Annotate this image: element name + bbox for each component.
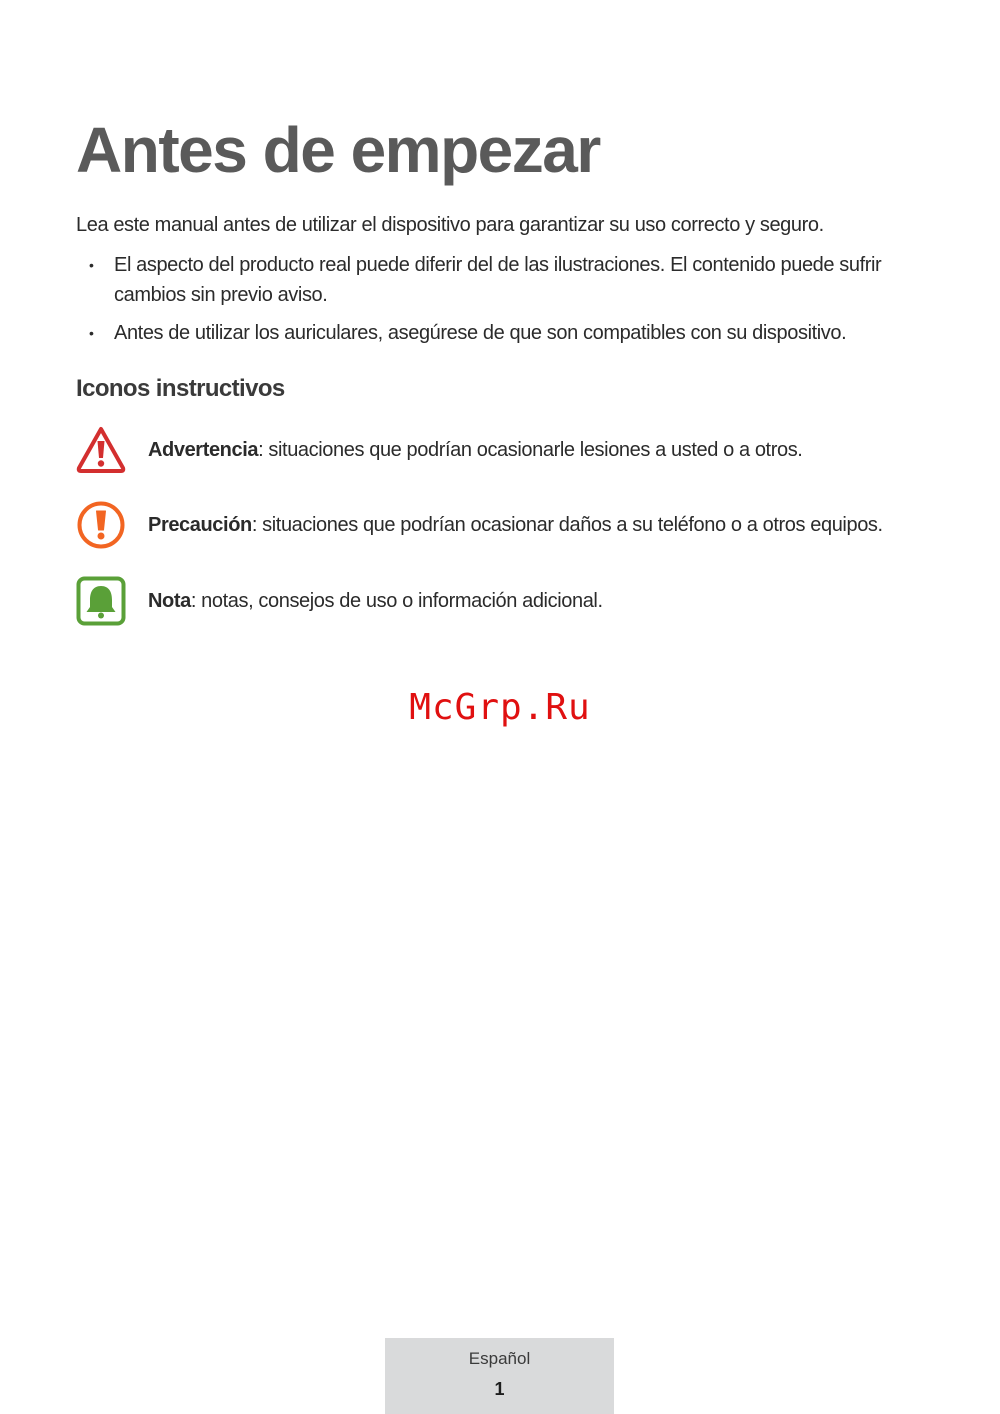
bullet-text: Antes de utilizar los auriculares, asegúrese de que son compatibles con su dispositivo. xyxy=(114,322,847,344)
warning-term: Advertencia xyxy=(148,439,259,461)
caution-term: Precaución xyxy=(148,514,252,536)
note-description xyxy=(148,586,603,616)
bell-icon xyxy=(76,576,126,626)
warning-description xyxy=(148,435,802,465)
page-footer xyxy=(385,1338,614,1414)
caution-circle-icon xyxy=(76,500,126,550)
page-number: 1 xyxy=(494,1379,505,1399)
warning-row xyxy=(76,425,956,477)
section-title: Iconos instructivos xyxy=(76,375,285,402)
warning-triangle-icon xyxy=(76,425,126,475)
bullet-list xyxy=(76,250,956,356)
caution-description xyxy=(148,510,883,540)
note-row xyxy=(76,576,956,628)
list-item xyxy=(76,250,956,310)
bullet-text: El aspecto del producto real puede diferir del de las ilustraciones. El contenido puede sufrir cambios sin previo aviso. xyxy=(114,254,882,306)
bullet-dot: • xyxy=(89,257,94,273)
bullet-dot: • xyxy=(89,325,94,341)
watermark: McGrp.Ru xyxy=(409,687,591,728)
warning-text: : situaciones que podrían ocasionarle lesiones a usted o a otros. xyxy=(258,439,803,461)
page-title: Antes de empezar xyxy=(76,114,600,186)
caution-text: : situaciones que podrían ocasionar daños a su teléfono o a otros equipos. xyxy=(251,514,883,536)
intro-paragraph: Lea este manual antes de utilizar el dispositivo para garantizar su uso correcto y seguro. xyxy=(76,214,824,236)
note-text: : notas, consejos de uso o información adicional. xyxy=(190,590,603,612)
list-item xyxy=(76,318,956,348)
note-term: Nota xyxy=(148,590,191,612)
caution-row xyxy=(76,500,956,552)
footer-language: Español xyxy=(468,1349,531,1368)
